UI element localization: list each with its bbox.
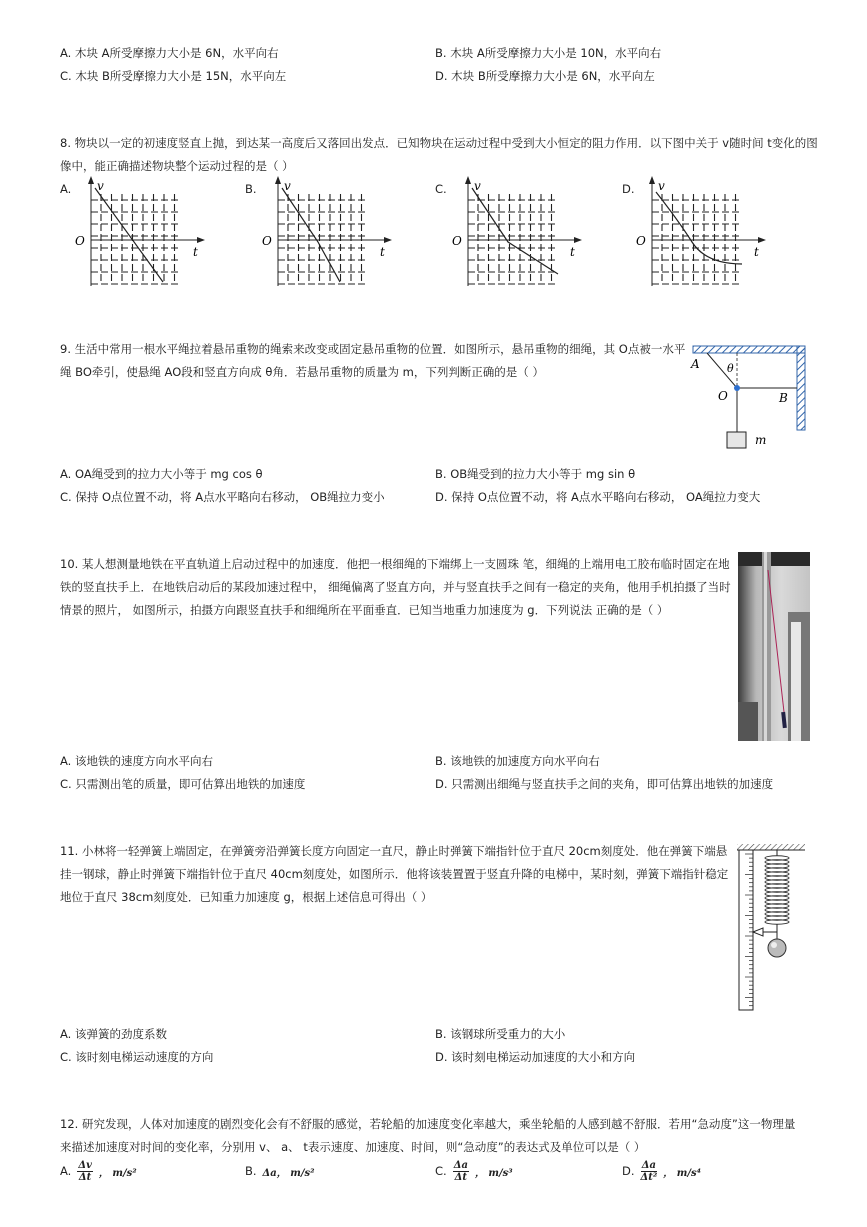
q11-option-c[interactable]: C. 该时刻电梯运动速度的方向	[60, 1050, 214, 1064]
v-t-curve	[95, 188, 163, 282]
origin-label: O	[636, 234, 646, 248]
q9-option-b[interactable]: B. OB绳受到的拉力大小等于 mg sin θ	[435, 467, 636, 481]
q10-stem-line3: 情景的照片， 如图所示，拍摄方向跟竖直扶手和细绳所在平面垂直．已知当地重力加速度为 g．下列说法 正确的是（ ）	[60, 603, 669, 617]
q12-option-d[interactable]: D. $\frac{\Delta a}{\text{Δt²}}$ ， m/s⁴	[622, 1159, 702, 1183]
v-axis-label: v	[97, 179, 104, 193]
ball-highlight	[771, 942, 777, 948]
origin-label: O	[262, 234, 272, 248]
q8-stem-line1: 8. 物块以一定的初速度竖直上抛，到达某一高度后又落回出发点．已知物块在运动过程中受到大小恒定的阻力作用．以下图中关于 v随时间 t变化的图	[60, 136, 818, 150]
v-axis-arrow	[465, 176, 471, 184]
v-axis-arrow	[649, 176, 655, 184]
label-b: B	[779, 391, 788, 405]
handrail-highlight	[764, 552, 767, 741]
q9-stem-line2: 绳 BO牵引，使悬绳 AO段和竖直方向成 θ角．若悬吊重物的质量为 m，下列判断正确的是（ ）	[60, 365, 544, 379]
v-t-curve	[282, 188, 340, 282]
q8-option-d-letter[interactable]: D.	[622, 182, 635, 196]
q9-stem-line1: 9. 生活中常用一根水平绳拉着悬吊重物的绳索来改变或固定悬吊重物的位置．如图所示，悬吊重物的细绳，其 O点被一水平	[60, 342, 686, 356]
q12-stem-line1: 12. 研究发现，人体对加速度的剧烈变化会有不舒服的感觉，若轮船的加速度变化率越大，乘坐轮船的人感到越不舒服．若用“急动度”这一物理量	[60, 1117, 796, 1131]
weight-block	[727, 432, 746, 448]
q9-figure	[685, 340, 815, 455]
fraction: $\frac{\Delta a}{\text{Δt²}}$	[640, 1159, 658, 1183]
q11-option-a[interactable]: A. 该弹簧的劲度系数	[60, 1027, 167, 1041]
fraction: $\frac{\Delta a}{\Delta t}$	[453, 1159, 468, 1183]
v-axis-arrow	[275, 176, 281, 184]
q10-option-c[interactable]: C. 只需测出笔的质量，即可估算出地铁的加速度	[60, 777, 306, 791]
fraction: $\frac{\Delta v}{\Delta t}$	[78, 1159, 92, 1183]
q10-option-d[interactable]: D. 只需测出细绳与竖直扶手之间的夹角，即可估算出地铁的加速度	[435, 777, 774, 791]
q9-option-d[interactable]: D. 保持 O点位置不动，将 A点水平略向右移动， OA绳拉力变大	[435, 490, 761, 504]
origin-label: O	[452, 234, 462, 248]
ruler	[739, 850, 753, 1010]
q10-option-b[interactable]: B. 该地铁的加速度方向水平向右	[435, 754, 600, 768]
v-axis-label: v	[284, 179, 291, 193]
pointer	[753, 928, 763, 936]
photo-top-dark	[738, 552, 810, 566]
ceiling-support	[737, 844, 805, 850]
q8-option-a-letter[interactable]: A.	[60, 182, 72, 196]
ceiling-hatch	[693, 346, 805, 353]
q11-option-b[interactable]: B. 该钢球所受重力的大小	[435, 1027, 566, 1041]
q11-stem-line3: 地位于直尺 38cm刻度处．已知重力加速度 g，根据上述信息可得出（ ）	[60, 890, 433, 904]
spring	[765, 850, 789, 924]
t-axis-label: t	[754, 245, 759, 259]
q8-graph-b	[262, 176, 392, 286]
q7-option-a[interactable]: A. 木块 A所受摩擦力大小是 6N，水平向右	[60, 46, 279, 60]
origin-label: O	[75, 234, 85, 248]
q11-stem-line1: 11. 小林将一轻弹簧上端固定，在弹簧旁沿弹簧长度方向固定一直尺，静止时弹簧下端指针位于直尺 20cm刻度处．他在弹簧下端悬	[60, 844, 728, 858]
t-axis-label: t	[570, 245, 575, 259]
wall-hatch	[797, 346, 805, 430]
t-axis-label: t	[380, 245, 385, 259]
label-theta: θ	[727, 362, 734, 375]
q8-stem-line2: 像中，能正确描述物块整个运动过程的是（ ）	[60, 159, 294, 173]
q7-option-c[interactable]: C. 木块 B所受摩擦力大小是 15N，水平向左	[60, 69, 287, 83]
q12-option-a[interactable]: A. $\frac{\Delta v}{\Delta t}$ ， m/s²	[60, 1159, 137, 1183]
q10-photo	[738, 552, 810, 741]
v-axis-label: v	[658, 179, 665, 193]
q8-graph-a	[75, 176, 205, 286]
q10-option-a[interactable]: A. 该地铁的速度方向水平向右	[60, 754, 213, 768]
photo-bottom-dark	[738, 702, 758, 741]
q8-option-b-letter[interactable]: B.	[245, 182, 257, 196]
v-axis-label: v	[474, 179, 481, 193]
knot-point	[734, 385, 740, 391]
q10-stem-line2: 铁的竖直扶手上．在地铁启动后的某段加速过程中， 细绳偏离了竖直方向，并与竖直扶手之间有一稳定的夹角，他用手机拍摄了当时	[60, 580, 731, 594]
label-m: m	[755, 433, 767, 447]
q12-option-c[interactable]: C. $\frac{\Delta a}{\Delta t}$ ， m/s³	[435, 1159, 513, 1183]
q8-graph-row	[0, 170, 867, 295]
label-a: A	[691, 357, 700, 371]
t-axis-arrow	[758, 237, 766, 243]
q11-stem-line2: 挂一钢球，静止时弹簧下端指针位于直尺 40cm刻度处，如图所示．他将该装置置于竖直升降的电梯中，某时刻，弹簧下端指针稳定	[60, 867, 729, 881]
t-axis-arrow	[197, 237, 205, 243]
door-edge	[791, 622, 801, 741]
q9-option-c[interactable]: C. 保持 O点位置不动，将 A点水平略向右移动， OB绳拉力变小	[60, 490, 385, 504]
t-axis-arrow	[384, 237, 392, 243]
q7-option-d[interactable]: D. 木块 B所受摩擦力大小是 6N，水平向左	[435, 69, 655, 83]
q11-option-d[interactable]: D. 该时刻电梯运动加速度的大小和方向	[435, 1050, 636, 1064]
q9-option-a[interactable]: A. OA绳受到的拉力大小等于 mg cos θ	[60, 467, 263, 481]
q10-stem-line1: 10. 某人想测量地铁在平直轨道上启动过程中的加速度．他把一根细绳的下端绑上一支圆珠 笔，细绳的上端用电工胶布临时固定在地	[60, 557, 730, 571]
q8-graph-d	[636, 176, 766, 286]
t-axis-arrow	[574, 237, 582, 243]
v-t-curve	[656, 192, 742, 264]
q8-graph-c	[452, 176, 582, 286]
q8-option-c-letter[interactable]: C.	[435, 182, 447, 196]
q12-option-b[interactable]: B. Δa， m/s²	[245, 1164, 315, 1179]
q7-option-b[interactable]: B. 木块 A所受摩擦力大小是 10N，水平向右	[435, 46, 662, 60]
steel-ball	[768, 939, 786, 957]
q12-stem-line2: 来描述加速度对时间的变化率，分别用 v、 a、 t表示速度、加速度、时间，则“急动度”的表达式及单位可以是（ ）	[60, 1140, 646, 1154]
label-o: O	[718, 389, 728, 403]
v-t-curve	[472, 188, 558, 274]
q11-figure	[735, 840, 810, 1015]
t-axis-label: t	[193, 245, 198, 259]
v-axis-arrow	[88, 176, 94, 184]
